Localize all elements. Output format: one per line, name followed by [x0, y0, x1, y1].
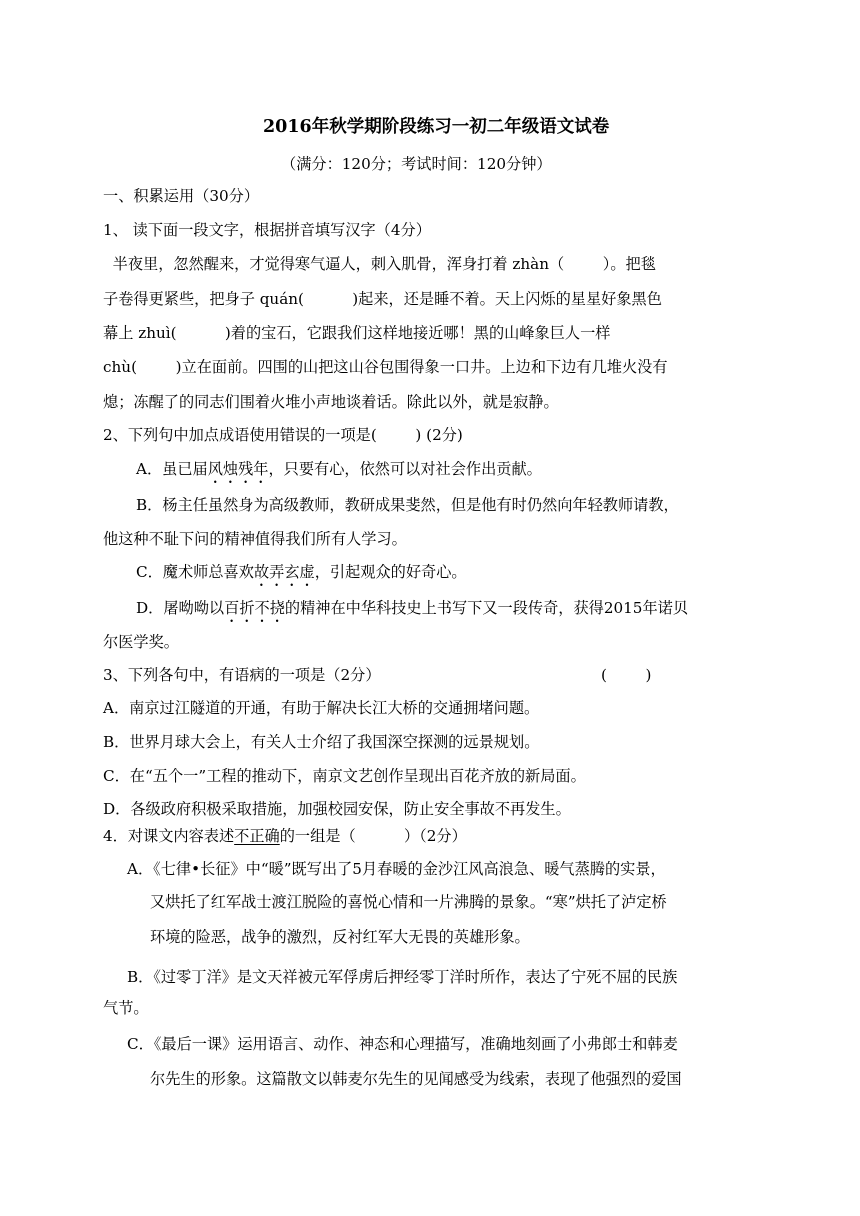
dotted-idiom: 百折不挠 — [224, 599, 285, 617]
section-heading: 一、积累运用（30分） — [103, 187, 260, 205]
q3-option: B．世界月球大会上，有关人士介绍了我国深空探测的远景规划。 — [103, 733, 540, 751]
q3-option: A．南京过江隧道的开通，有助于解决长江大桥的交通拥堵问题。 — [103, 699, 540, 717]
q4-option-b: B．《过零丁洋》是文天祥被元军俘虏后押经零丁洋时所作，表达了宁死不屈的民族 — [127, 968, 678, 986]
stem-text: 的一组是（ ）（2分） — [279, 827, 467, 845]
page-subtitle: （满分：120分；考试时间：120分钟） — [281, 155, 552, 173]
q4-option-b-cont: 气节。 — [103, 999, 149, 1017]
q3-answer-paren: ( ) — [601, 666, 652, 684]
q1-passage-line: 半夜里，忽然醒来，才觉得寒气逼人，刺入肌骨，浑身打着 zhàn（ ）。把毯 — [103, 255, 656, 273]
q4-option-a-cont: 又烘托了红军战士渡江脱险的喜悦心情和一片沸腾的景象。“寒”烘托了泸定桥 — [150, 893, 667, 911]
q4-option-c-cont: 尔先生的形象。这篇散文以韩麦尔先生的见闻感受为线索，表现了他强烈的爱国 — [150, 1070, 682, 1088]
option-text: D．屠呦呦以 — [136, 599, 225, 617]
q4-option-a-cont: 环境的险恶，战争的激烈，反衬红军大无畏的英雄形象。 — [150, 928, 530, 946]
dotted-idiom: 风烛残年 — [207, 460, 269, 478]
option-text: A．虽已届 — [136, 460, 208, 478]
q3-option: C．在“五个一”工程的推动下，南京文艺创作呈现出百花齐放的新局面。 — [103, 767, 586, 785]
stem-text: 4．对课文内容表述 — [103, 827, 235, 845]
q1-passage-line: 幕上 zhuì( )着的宝石，它跟我们这样地接近哪！黑的山峰象巨人一样 — [103, 324, 611, 342]
q1-passage-line: chù( )立在面前。四围的山把这山谷包围得象一口井。上边和下边有几堆火没有 — [103, 358, 668, 376]
q4-option-a: A．《七律•长征》中“暖”既写出了5月春暖的金沙江风高浪急、暖气蒸腾的实景， — [127, 860, 666, 878]
underlined-keyword: 不正确 — [234, 827, 280, 845]
q3-stem: 3、下列各句中，有语病的一项是（2分） — [103, 666, 381, 684]
q2-option-c — [136, 561, 467, 590]
q1-passage-line: 子卷得更紧些，把身子 quán( )起来，还是睡不着。天上闪烁的星星好象黑色 — [103, 290, 662, 308]
q2-option-b-cont: 他这种不耻下问的精神值得我们所有人学习。 — [103, 530, 407, 548]
q2-option-a — [136, 458, 542, 487]
q4-option-c: C．《最后一课》运用语言、动作、神态和心理描写，准确地刻画了小弗郎士和韩麦 — [127, 1035, 678, 1053]
q2-option-b: B．杨主任虽然身为高级教师，教研成果斐然，但是他有时仍然向年轻教师请教， — [136, 496, 679, 514]
q3-option: D．各级政府积极采取措施，加强校园安保，防止安全事故不再发生。 — [103, 800, 571, 818]
q4-stem — [103, 825, 467, 847]
option-text: ，只要有心，依然可以对社会作出贡献。 — [268, 460, 542, 478]
q1-passage-line: 熄；冻醒了的同志们围着火堆小声地谈着话。除此以外，就是寂静。 — [103, 393, 559, 411]
page-title: 2016年秋学期阶段练习一初二年级语文试卷 — [263, 117, 610, 137]
option-text: ，引起观众的好奇心。 — [314, 563, 467, 581]
option-text: 的精神在中华科技史上书写下又一段传奇，获得2015年诺贝 — [284, 599, 689, 617]
option-text: C．魔术师总喜欢 — [136, 563, 254, 581]
q2-option-d-cont: 尔医学奖。 — [103, 633, 179, 651]
q2-stem: 2、下列句中加点成语使用错误的一项是( ) (2分) — [103, 426, 463, 444]
q1-stem: 1、 读下面一段文字，根据拼音填写汉字（4分） — [103, 221, 431, 239]
dotted-idiom: 故弄玄虚 — [253, 563, 315, 581]
q2-option-d — [136, 597, 688, 626]
